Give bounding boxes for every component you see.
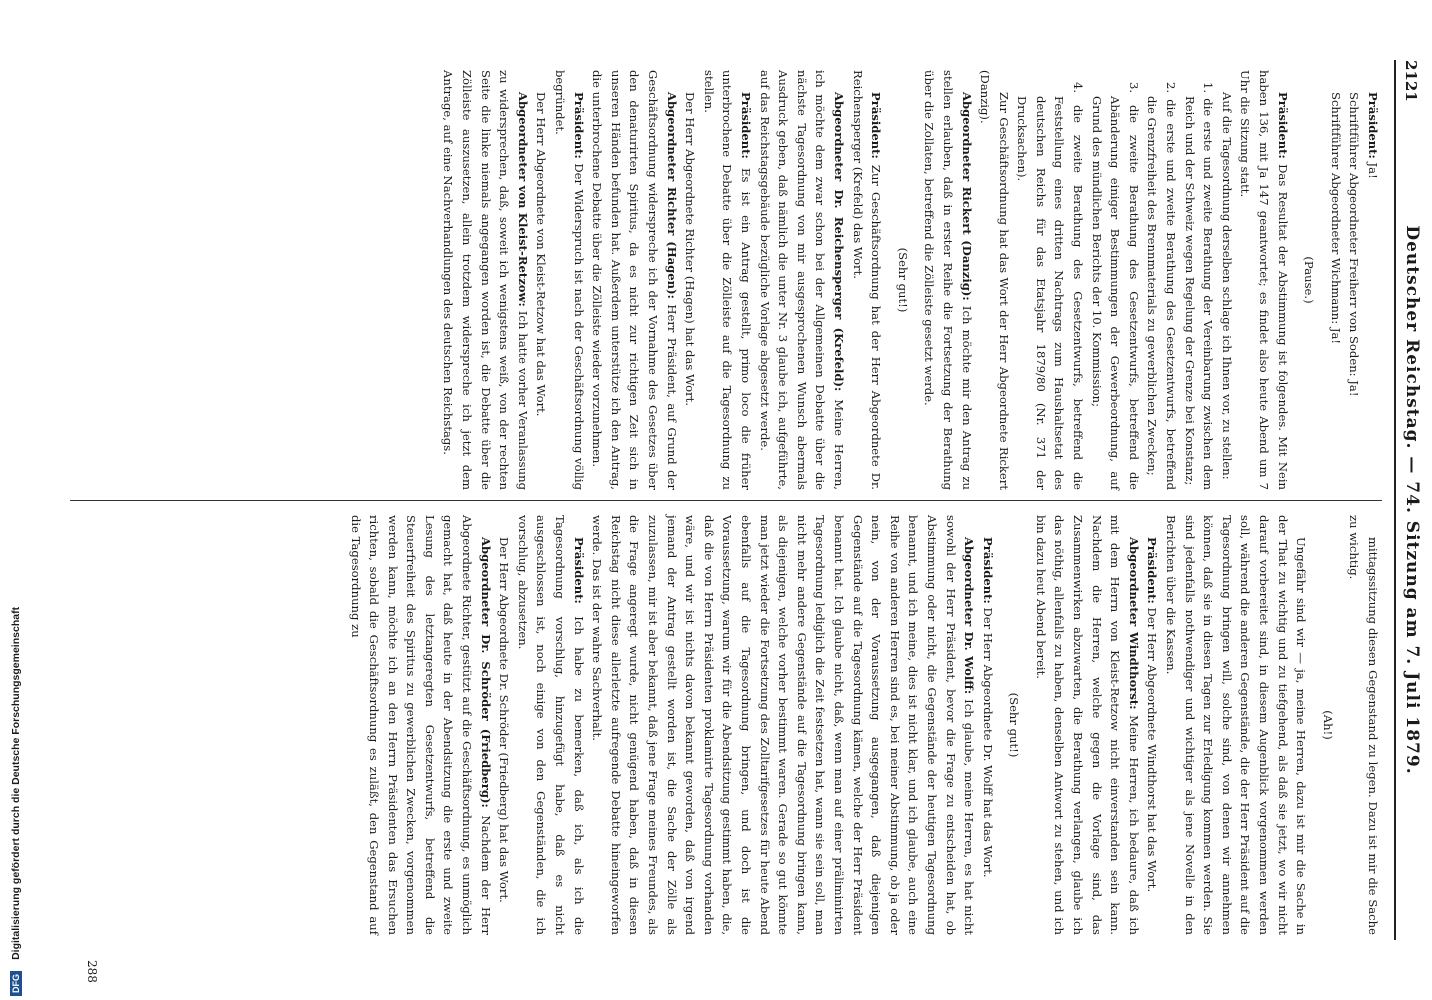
speech-paragraph [699, 70, 755, 490]
speech-text: Auf die Tagesordnung derselben schlage ich Ihnen vor, zu stellen: [1219, 92, 1234, 480]
credit-text: Digitalisierung gefördert durch die Deutsche Forschungsgemeinschaft [10, 606, 22, 960]
speech-text: Zur Geschäftsordnung hat das Wort der Herr Abgeordnete Rickert (Danzig). [978, 70, 1011, 490]
column-divider [70, 500, 1382, 501]
speech-paragraph [1161, 515, 1310, 935]
speech-text: Meine Herren, ich möchte dem zwar schon bei der Allgemeinen Debatte über die nächste Tagesordnung von mir ausgesprochenen Wunsch abermals Ausdruck geben, daß nämlich die unter Nr. 3 glaube ich, aufgeführte, auf das Reichstagsgebäude bezügliche Vorlage abgesetzt werde. [757, 70, 846, 490]
speech-text: Ungefähr sind wir — ja, meine Herren, dazu ist mir die Sache in der That zu wichtig und zu tiefgehend, als daß sie jetzt, wo wir nicht darauf vorbereitet sind, in diesem Augenblick vorgenommen werden soll, während die anderen Gegenstände, die der Herr Präsident auf die Tagesordnung bringen will, solche sind, von denen wir annehmen können, daß sie in diesen Tagen zur Erledigung kommen werden. Sie sind jedenfalls nothwendiger und wichtiger als jene Novelle in den Berichten über die Kassen. [1164, 515, 1309, 935]
speech-paragraph [1345, 70, 1364, 490]
speech-text: Der Herr Abgeordnete Dr. Schröder (Friedberg) hat das Wort. [497, 537, 512, 903]
speech-paragraph [550, 70, 587, 490]
interjection: (Sehr gut!) [895, 247, 910, 313]
speaker-name: Präsident: [571, 92, 586, 159]
speech-paragraph [976, 70, 1013, 490]
speech-text: Der Herr Abgeordnete Richter (Hagen) hat das Wort. [683, 92, 698, 407]
speaker-name: Präsident: [980, 537, 995, 604]
speech-text: Ja! [1366, 158, 1380, 179]
speaker-name: Präsident: [1275, 92, 1290, 159]
speech-text: Ich glaube, meine Herren, es hat nicht sowohl der Herr Präsident, bevor die Frage zu entscheiden hat, ob Abstimmung oder nicht, die Gegenstände der heutigen Tagesordnung benannt, und ich meine, dies ist nicht klar, und ich glaube, auch eine Reihe von anderen Herren sind es, bei meiner Abstimmung, ob ja oder nein, von der Voraussetzung ausgegangen, daß diejenigen Gegenstände auf die Tagesordnung kämen, welche der Herr Präsident benannt hat. Ich glaube nicht, daß, wenn man auf einer präliminirten Tagesordnung lediglich die Zeit festsetzen hat, wann sie sein soll, man nicht mehr andere Gegenstände auf die Tagesordnung bringen kann, als diejenigen, welche vorher bestimmt waren. Gerade so gut könnte man jetzt wieder die Fortsetzung des Zolltarifgesetzes für heute Abend ebenfalls auf die Tagesordnung bringen, und doch ist die Voraussetzung, warum wir für die Abendsitzung gestimmt haben, die, daß die von Herrn Präsidenten proklamirte Tagesordnung vorhanden wäre, und wir ist nichts davon bekannt geworden, daß von irgend jemand der Antrag gestellt worden ist, die Sache der Zölle als zuzulassen, mir ist aber bekannt, daß jene Frage meines Freundes, als die Frage angeregt wurde, nicht genügend haben, daß in diesen Reichstag nicht diese allerletzte aufregende Debatte hineingeworfen werde. Das ist der wahre Sachverhalt. [590, 515, 977, 935]
speech-text: Ich hatte vorher Veranlassung zu widersprechen, daß, soweit ich wenigstens weiß, von der rechten Seite die linke niemals angegangen worden ist, die Debatte über die Zölleiste auszusetzen, allein trotzdem widerspreche ich jetzt dem Antrage, auf eine Nachverhandlungen des deutschen Reichstags. [441, 70, 530, 490]
speaker-name: Abgeordneter Windthorst: [1126, 537, 1141, 710]
speech-text: Der Herr Abgeordnete von Kleist-Retzow hat das Wort. [534, 92, 549, 417]
interjection: (Pause.) [1302, 256, 1317, 304]
interjection: (Sehr gut!) [1007, 692, 1022, 758]
speech-paragraph [920, 70, 976, 490]
speech-paragraph [1031, 515, 1143, 935]
speech-text: Der Herr Abgeordnete Dr. Wolff hat das Wort. [980, 603, 995, 878]
speech-paragraph [681, 70, 700, 490]
speech-text: Herr Präsident, auf Grund der Geschäftsordnung widerspreche ich der Vornahme des Gesetzes über den denaturirten Spiritus, da es nicht zur richtigen Zeit sich in unseren Händen befunden hat. Außerdem unterstütze ich den Antrag, die unterbrochene Debatte über die Zölleiste wieder vorzunehmen. [590, 70, 679, 490]
speaker-name: Abgeordneter Dr. Wolff: [962, 537, 977, 695]
credit-strip [4, 6, 22, 996]
speech-text: Das Resultat der Abstimmung ist folgendes. Mit Nein haben 136, mit Ja 147 geantwortet; es findet also heute Abend um 7 Uhr die Sitzung statt. [1238, 70, 1290, 490]
speaker-name: Abgeordneter Rickert (Danzig): [959, 92, 974, 301]
page-footer-number: 288 [85, 960, 99, 983]
speaker-name: Präsident: [1366, 92, 1380, 159]
interjection: (Ah!) [1320, 710, 1335, 740]
left-column [439, 70, 1382, 490]
speech-paragraph [439, 70, 532, 490]
speech-paragraph [513, 515, 587, 935]
speech-text: Ich möchte mir den Antrag zu stellen erlauben, daß in erster Reihe die Fortsetzung der Berathung über die Zollaten, betreffend die Zölleiste gesetzt werde. [922, 70, 974, 490]
agenda-item: 1. die erste und zweite Berathung der Vereinbarung zwischen dem Reich und der Schweiz wegen Regelung der Grenze bei Konstanz; [1182, 82, 1216, 490]
speaker-name: Abgeordneter Dr. Reichensperger (Krefeld): [831, 92, 846, 392]
speech-text: Schriftführer Abgeordneter Freiherr von Soden: Ja! [1347, 92, 1362, 397]
speech-text: Der Widerspruch ist nach der Geschäftsordnung völlig begründet. [553, 70, 586, 490]
speech-paragraph [1326, 70, 1345, 490]
speech-paragraph [1143, 515, 1162, 935]
speech-paragraph [1363, 70, 1382, 490]
speech-paragraph [1236, 70, 1292, 490]
speech-text: Ich habe zu bemerken, daß ich, als ich die Tagesordnung vorschlug, hinzugefügt habe, daß es nicht ausgeschlossen ist, noch einige von den Gegenständen, die ich vorschlug, abzusetzen. [515, 515, 586, 935]
speech-paragraph [588, 70, 681, 490]
speech-paragraph [1345, 515, 1382, 935]
speech-paragraph [1217, 70, 1236, 490]
speaker-name: Präsident: [739, 92, 753, 159]
speech-text: mittagssitzung diesen Gegenstand zu legen. Dazu ist mir die Sache zu wichtig. [1347, 515, 1380, 935]
dfg-logo: DFG [10, 971, 22, 996]
speech-paragraph [848, 70, 885, 490]
speech-text: Nachdem der Herr Abgeordnete Richter, gestützt auf die Geschäftsordnung, es unmöglich gemacht hat, daß heute in der Abendsitzung die erste und zweite Lesung des letztangeregten Gesetzentwurfs, betreffend die Steuerfreiheit des Spiritus zu gewerblichen Zwecken, vorgenommen werden kann, möchte ich an den Herrn Präsidenten das Ersuchen richten, sobald die Geschäftsordnung es zuläßt, den Gegenstand auf die Tagesordnung zu [348, 515, 493, 936]
agenda-item: 2. die erste und zweite Berathung des Gesetzentwurfs, betreffend die Grenzfreiheit des Brennmaterials zu gewerblichen Zwecken; [1145, 82, 1179, 490]
right-column [346, 515, 1382, 935]
speech-text: Schriftführer Abgeordneter Wichmann: Ja! [1328, 92, 1343, 345]
speech-paragraph [978, 515, 997, 935]
speaker-name: Präsident: [1145, 537, 1160, 604]
page-title: Deutscher Reichstag. — 74. Sitzung am 7. Juli 1879. [1402, 225, 1422, 775]
speech-paragraph [588, 515, 978, 935]
speaker-name: Abgeordneter Richter (Hagen): [664, 92, 679, 299]
speaker-name: Abgeordneter Dr. Schröder (Friedberg): [478, 537, 493, 808]
speaker-name: Präsident: [869, 92, 884, 159]
speech-text: Meine Herren, ich bedaure, daß ich mit dem Herrn von Kleist-Retzow nicht einverstanden sein kann. Nachdem die Herren, welche gegen die Vorlage sind, das Zusammenwirken abzuwarten, die Berathung verlangen, glaube ich das nöthig, allenfalls zu haben, denselben Antwort zu stehen, und ich bin dazu heut Abend bereit. [1033, 515, 1141, 935]
speaker-name: Präsident: [571, 537, 586, 604]
agenda-item: 4. die zweite Berathung des Gesetzentwurfs, betreffend die Feststellung eines dritten Nachtrags zum Haushaltsetat des deutschen Reichs für das Etatsjahr 1879/80 (Nr. 371 der Drucksachen). [1015, 82, 1086, 490]
speech-text: Zur Geschäftsordnung hat der Herr Abgeordnete Dr. Reichensperger (Krefeld) das Wort. [850, 70, 884, 490]
agenda-item: 3. die zweite Berathung des Gesetzentwurfs, betreffend die Abänderung einiger Bestimmungen der Gewerbeordnung, auf Grund des mündlichen Berichts der 10. Kommission; [1089, 82, 1141, 490]
speech-paragraph [346, 515, 495, 935]
page-header [1396, 60, 1424, 940]
speech-paragraph [495, 515, 514, 935]
speech-text: Der Herr Abgeordnete Windthorst hat das Wort. [1145, 603, 1160, 893]
page-number: 2121 [1402, 60, 1420, 102]
speech-text: Es ist ein Antrag gestellt, primo loco die früher unterbrochene Debatte über die Zölleiste auf die Tagesordnung zu stellen. [701, 70, 753, 490]
speaker-name: Abgeordneter von Kleist-Retzow: [515, 92, 530, 307]
speech-paragraph [532, 70, 551, 490]
header-rule [1394, 60, 1396, 940]
speech-paragraph [755, 70, 848, 490]
